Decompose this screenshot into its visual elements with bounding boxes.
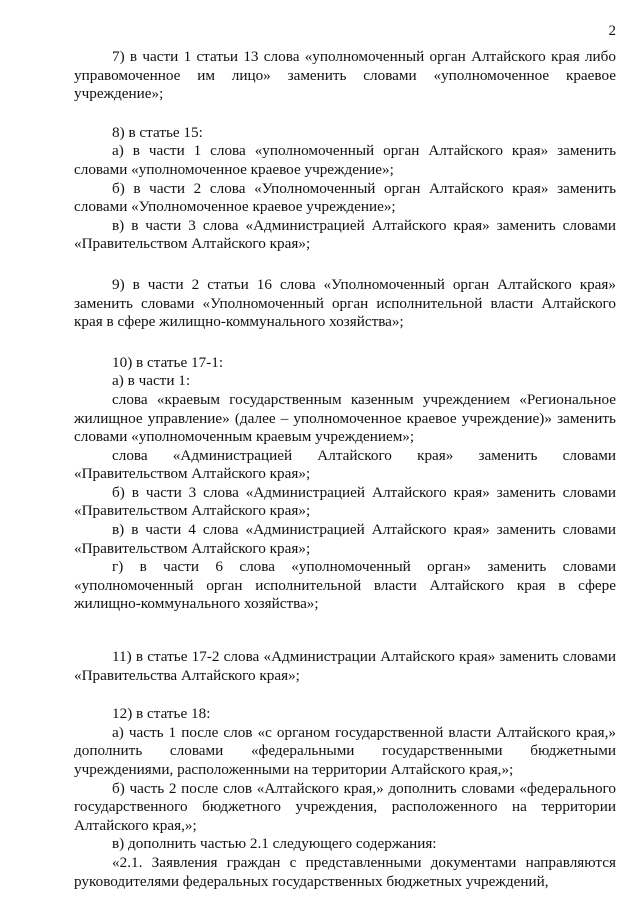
paragraph-item-9: 9) в части 2 статьи 16 слова «Уполномоченный орган Алтайского края» заменить словами «Уполномоченный орган исполнительной власти Алтайского края в сфере жилищно-коммунального хозяйства»;	[74, 275, 616, 331]
paragraph-item-12c: в) дополнить частью 2.1 следующего содержания:	[112, 835, 437, 853]
paragraph-item-12: 12) в статье 18:	[112, 705, 211, 723]
paragraph-item-8a: а) в части 1 слова «уполномоченный орган Алтайского края» заменить словами «уполномоченное краевое учреждение»;	[74, 142, 616, 178]
paragraph-item-11: 11) в статье 17-2 слова «Администрации Алтайского края» заменить словами «Правительства Алтайского края»;	[74, 648, 616, 684]
paragraph-item-10c: в) в части 4 слова «Администрацией Алтайского края» заменить словами «Правительством Алтайского края»;	[74, 521, 616, 557]
paragraph-item-10a-1: слова «краевым государственным казенным учреждением «Региональное жилищное управление» (далее – уполномоченное краевое учреждение)» заменить словами «уполномоченным краевым учреждением»;	[74, 390, 616, 446]
paragraph-item-12a: а) часть 1 после слов «с органом государственной власти Алтайского края,» дополнить словами «федеральными государственными бюджетными учреждениями, расположенными на территории Алтайского края,»;	[74, 723, 616, 778]
paragraph-item-10d: г) в части 6 слова «уполномоченный орган» заменить словами «уполномоченный орган исполнительной власти Алтайского края в сфере жилищно-коммунального хозяйства»;	[74, 558, 616, 613]
paragraph-item-8b: б) в части 2 слова «Уполномоченный орган Алтайского края» заменить словами «Уполномоченное краевое учреждение»;	[74, 179, 616, 216]
page-number: 2	[608, 23, 616, 39]
paragraph-item-10a-2: слова «Администрацией Алтайского края» заменить словами «Правительством Алтайского края»;	[74, 446, 616, 483]
document-body	[74, 48, 616, 891]
paragraph-item-7: 7) в части 1 статьи 13 слова «уполномоченный орган Алтайского края либо управомоченное им лицо» заменить словами «уполномоченное краевое учреждение»;	[74, 48, 616, 103]
paragraph-item-10b: б) в части 3 слова «Администрацией Алтайского края» заменить словами «Правительством Алтайского края»;	[74, 483, 616, 520]
paragraph-item-10: 10) в статье 17-1:	[112, 353, 224, 371]
paragraph-item-8: 8) в статье 15:	[112, 123, 203, 141]
paragraph-item-12b: б) часть 2 после слов «Алтайского края,» дополнить словами «федерального государственного бюджетного учреждения, расположенного на территории Алтайского края,»;	[74, 779, 616, 834]
paragraph-item-10a: а) в части 1:	[112, 372, 191, 390]
paragraph-item-8c: в) в части 3 слова «Администрацией Алтайского края» заменить словами «Правительством Алтайского края»;	[74, 216, 616, 253]
paragraph-item-12c-quote: «2.1. Заявления граждан с представленными документами направляются руководителями федеральных государственных бюджетных учреждений,	[74, 853, 616, 890]
